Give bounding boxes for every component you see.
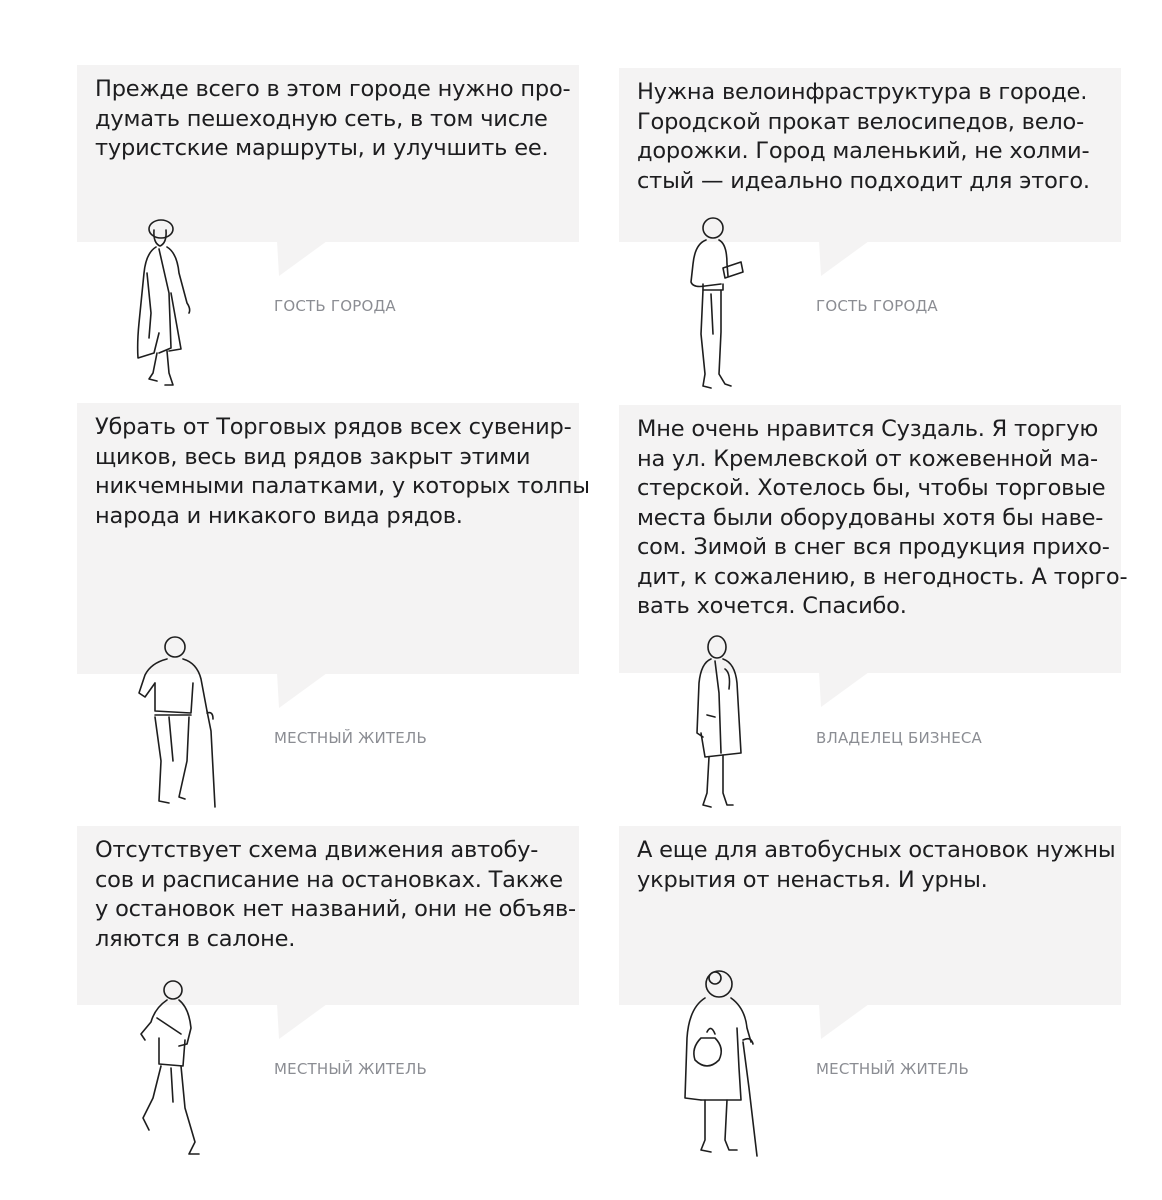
- role-label: МЕСТНЫЙ ЖИТЕЛЬ: [816, 1060, 969, 1078]
- quote-text: Убрать от Торговых рядов всех сувенир- щиков, весь вид рядов закрыт этими никчемными палатками, у которых толпы народа и никакого вида рядов.: [95, 414, 590, 529]
- testimonial-card: [619, 405, 1128, 811]
- speech-bubble-tail: [819, 1004, 869, 1040]
- woman-walking-in-hat-icon: [129, 213, 209, 393]
- woman-in-coat-icon: [691, 633, 751, 813]
- man-reading-book-icon: [681, 214, 751, 394]
- speech-bubble-tail: [277, 241, 327, 277]
- elderly-man-with-cane-icon: [133, 631, 223, 811]
- role-label: МЕСТНЫЙ ЖИТЕЛЬ: [274, 729, 427, 747]
- speech-bubble-tail: [277, 1004, 327, 1040]
- testimonial-card: [77, 65, 579, 405]
- role-label: ГОСТЬ ГОРОДА: [274, 297, 396, 315]
- speech-bubble-tail: [277, 673, 327, 709]
- testimonial-card: [619, 826, 1121, 1166]
- role-label: ВЛАДЕЛЕЦ БИЗНЕСА: [816, 729, 983, 747]
- testimonial-card: [77, 826, 579, 1166]
- testimonial-card: [77, 403, 590, 811]
- testimonial-card: [619, 68, 1121, 405]
- elderly-woman-with-cane-and-bag-icon: [681, 968, 771, 1163]
- role-label: ГОСТЬ ГОРОДА: [816, 297, 938, 315]
- speech-bubble-tail: [819, 672, 869, 708]
- speech-bubble-tail: [819, 241, 869, 277]
- role-label: МЕСТНЫЙ ЖИТЕЛЬ: [274, 1060, 427, 1078]
- quote-text: А еще для автобусных остановок нужны укрытия от ненастья. И урны.: [637, 837, 1116, 893]
- quote-text: Отсутствует схема движения автобу- сов и расписание на остановках. Также у остановок нет названий, они не объяв- ляются в салоне.: [95, 837, 576, 952]
- quote-text: Нужна велоинфраструктура в городе. Городской прокат велосипедов, вело- дорожки. Город маленький, не холми- стый — идеально подходит для этого.: [637, 79, 1090, 194]
- man-jogging-icon: [133, 978, 213, 1163]
- quote-text: Прежде всего в этом городе нужно про- думать пешеходную сеть, в том числе туристские маршруты, и улучшить ее.: [95, 76, 571, 161]
- quote-text: Мне очень нравится Суздаль. Я торгую на ул. Кремлевской от кожевенной ма- стерской. Хотелось бы, чтобы торговые места были оборудованы хотя бы наве- сом. Зимой в снег вся продукция прихо- дит, к сожалению, в негодность. А торго- вать хочется. Спасибо.: [637, 416, 1128, 619]
